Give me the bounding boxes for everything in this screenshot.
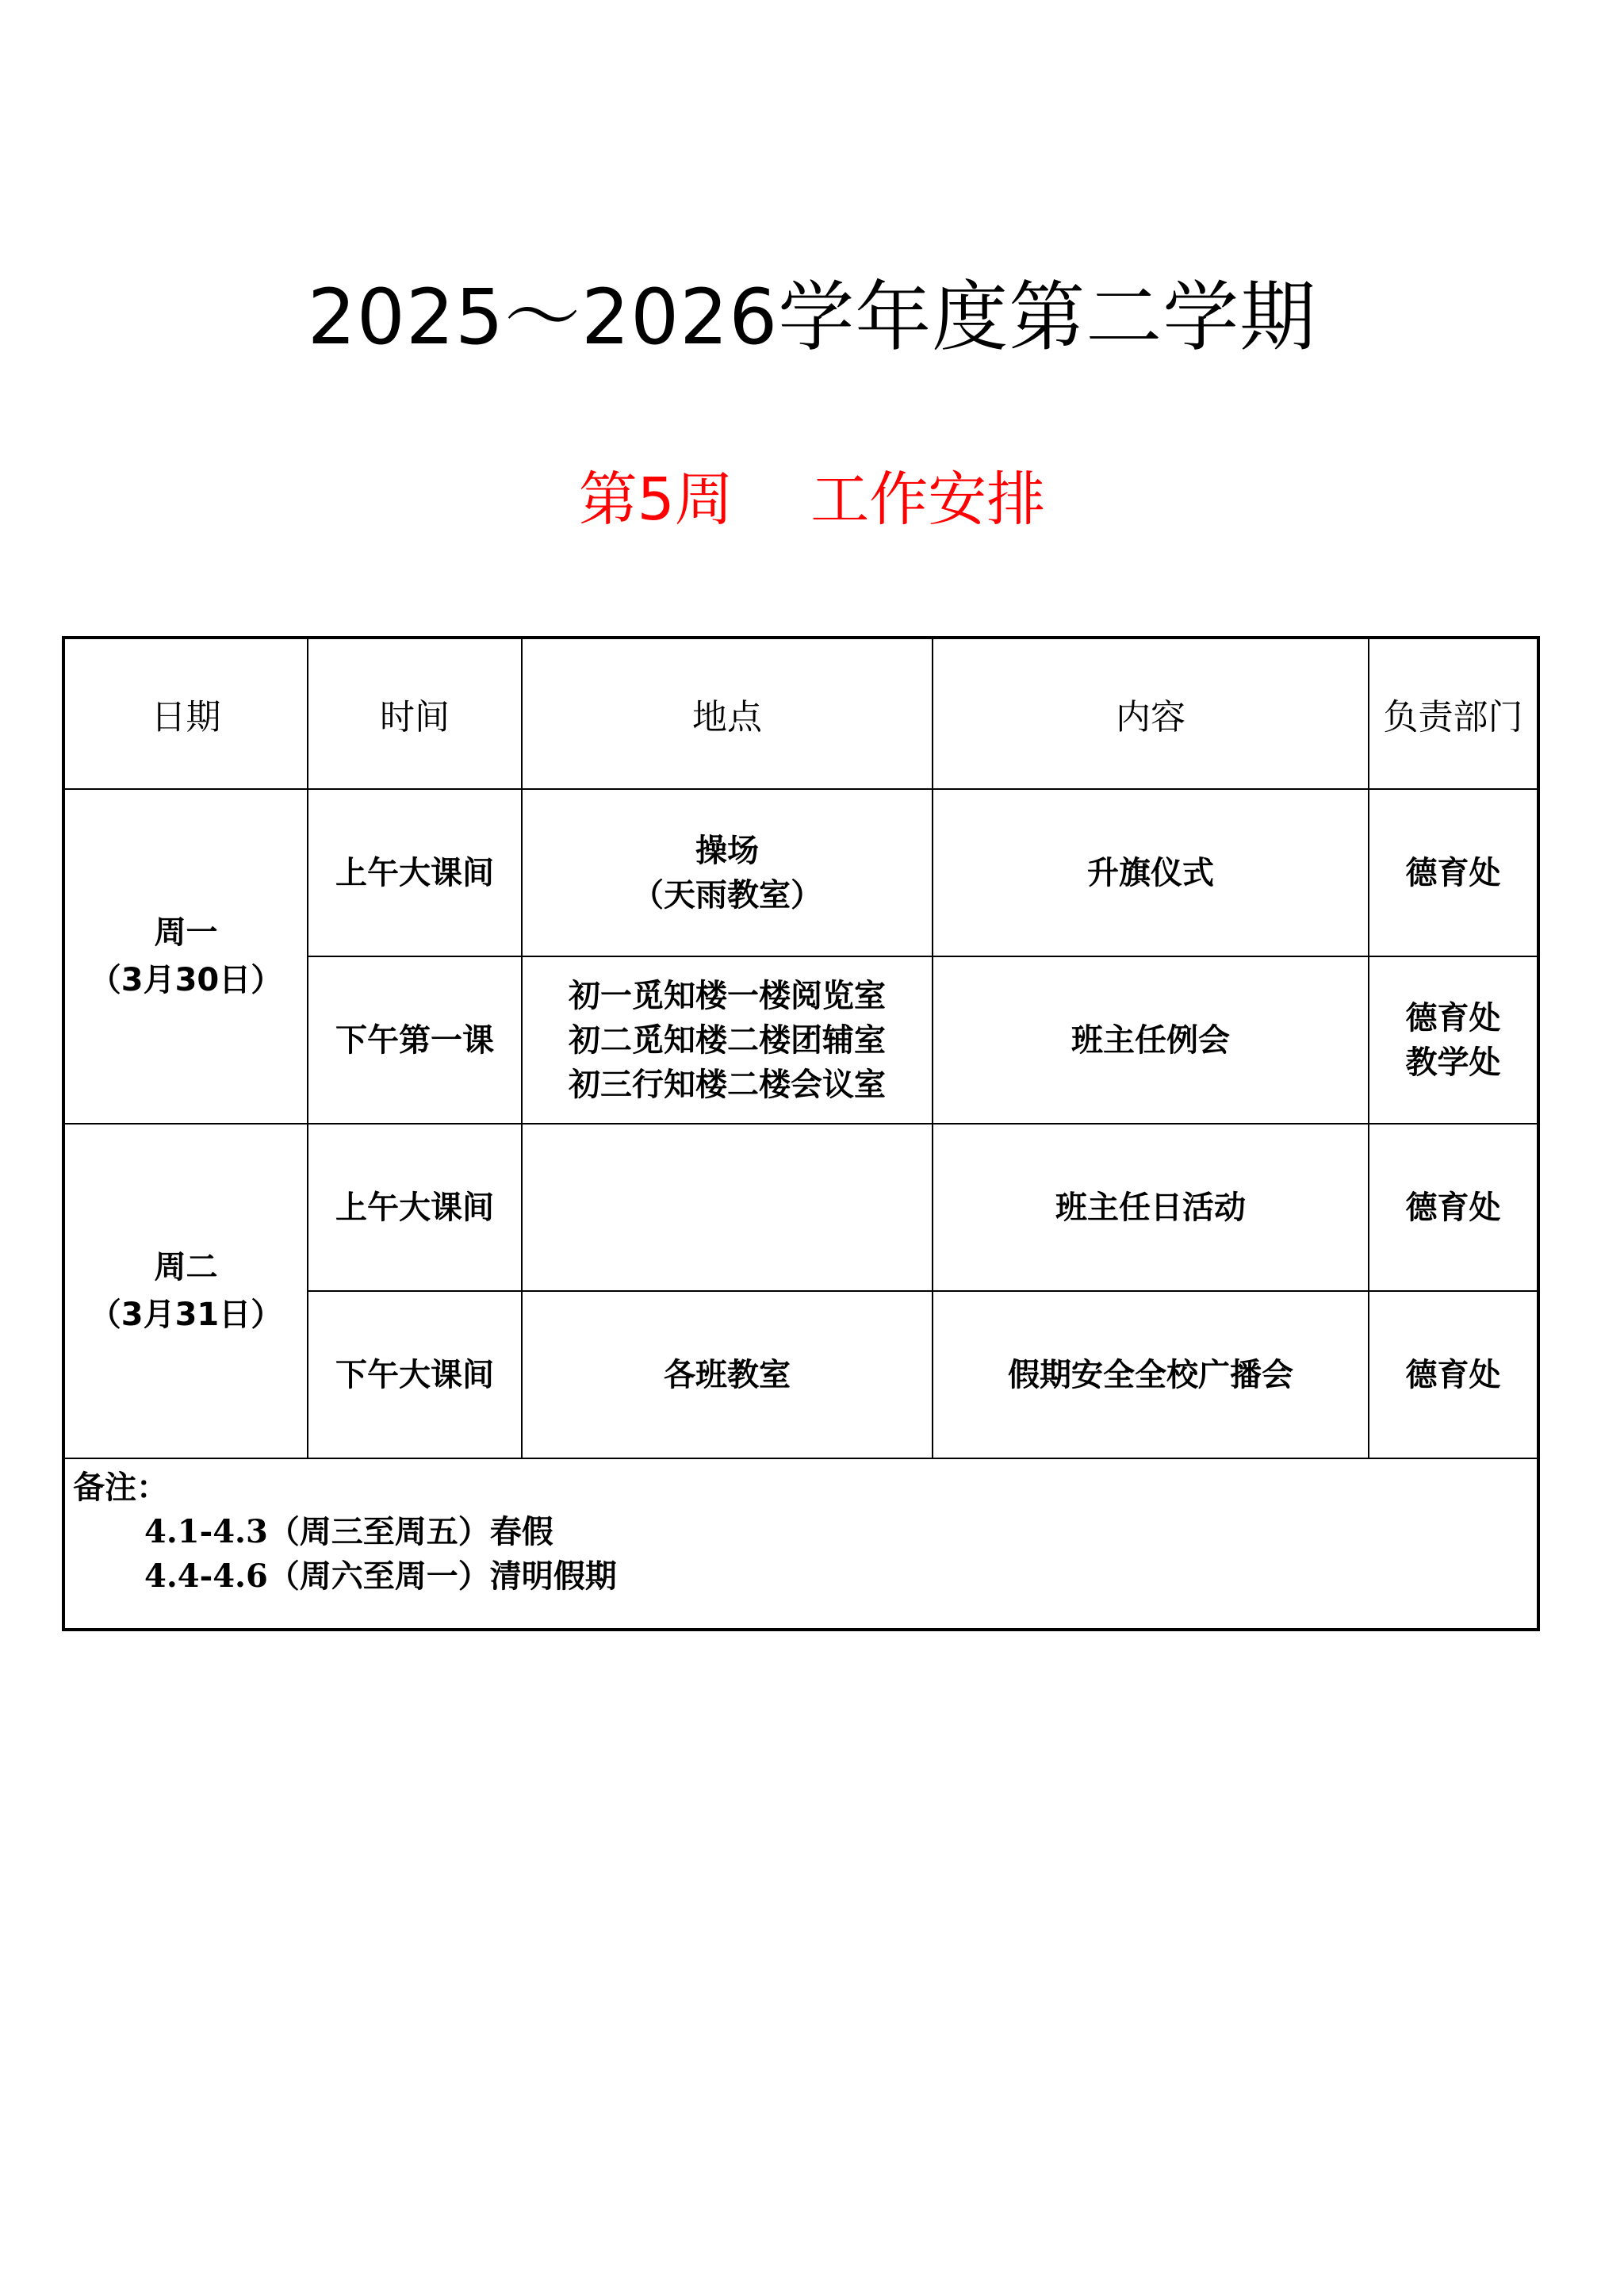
department-line: 教学处 — [1405, 1043, 1501, 1081]
department-line: 德育处 — [1405, 853, 1501, 891]
location-line: （天雨教室） — [632, 875, 822, 914]
header-date: 日期 — [63, 638, 308, 789]
content-cell: 假期安全全校广播会 — [933, 1291, 1369, 1458]
location-cell — [522, 789, 933, 956]
table-row — [63, 1124, 1538, 1291]
note-item: 4.1-4.3（周三至周五）春假 — [144, 1513, 553, 1550]
notes-row — [63, 1458, 1538, 1630]
time-cell: 下午第一课 — [308, 956, 522, 1124]
week-subtitle: 第5周 工作安排 — [578, 466, 1046, 534]
day-date: （3月31日） — [89, 1297, 283, 1333]
location-line: 初三行知楼二楼会议室 — [569, 1065, 886, 1103]
header-content: 内容 — [933, 638, 1369, 789]
time-cell: 上午大课间 — [308, 789, 522, 956]
day-name: 周二 — [154, 1249, 218, 1285]
day-name: 周一 — [154, 914, 218, 951]
day-cell-tuesday — [63, 1124, 308, 1458]
location-line: 初一觅知楼一楼阅览室 — [569, 976, 886, 1014]
header-time: 时间 — [308, 638, 522, 789]
department-cell — [1369, 1124, 1538, 1291]
location-cell — [522, 1124, 933, 1291]
header-row — [63, 638, 1538, 789]
location-cell — [522, 956, 933, 1124]
location-line: 操场 — [695, 831, 759, 869]
table-row — [63, 789, 1538, 956]
document-title: 2025～2026学年度第二学期 — [307, 273, 1317, 362]
schedule-table — [62, 636, 1540, 1631]
location-cell — [522, 1291, 933, 1458]
header-department: 负责部门 — [1369, 638, 1538, 789]
content-cell: 班主任日活动 — [933, 1124, 1369, 1291]
content-cell: 班主任例会 — [933, 956, 1369, 1124]
department-line: 德育处 — [1405, 1188, 1501, 1226]
department-cell — [1369, 1291, 1538, 1458]
note-item: 4.4-4.6（周六至周一）清明假期 — [144, 1557, 617, 1595]
notes-label: 备注： — [73, 1469, 168, 1506]
header-location: 地点 — [522, 638, 933, 789]
department-cell — [1369, 956, 1538, 1124]
department-line: 德育处 — [1405, 1355, 1501, 1393]
time-cell: 下午大课间 — [308, 1291, 522, 1458]
time-cell: 上午大课间 — [308, 1124, 522, 1291]
day-date: （3月30日） — [89, 962, 283, 998]
department-line: 德育处 — [1405, 998, 1501, 1036]
day-cell-monday — [63, 789, 308, 1124]
notes-cell — [63, 1458, 1538, 1630]
location-line: 初二觅知楼二楼团辅室 — [569, 1021, 886, 1059]
content-cell: 升旗仪式 — [933, 789, 1369, 956]
location-line: 各班教室 — [664, 1355, 791, 1393]
department-cell — [1369, 789, 1538, 956]
